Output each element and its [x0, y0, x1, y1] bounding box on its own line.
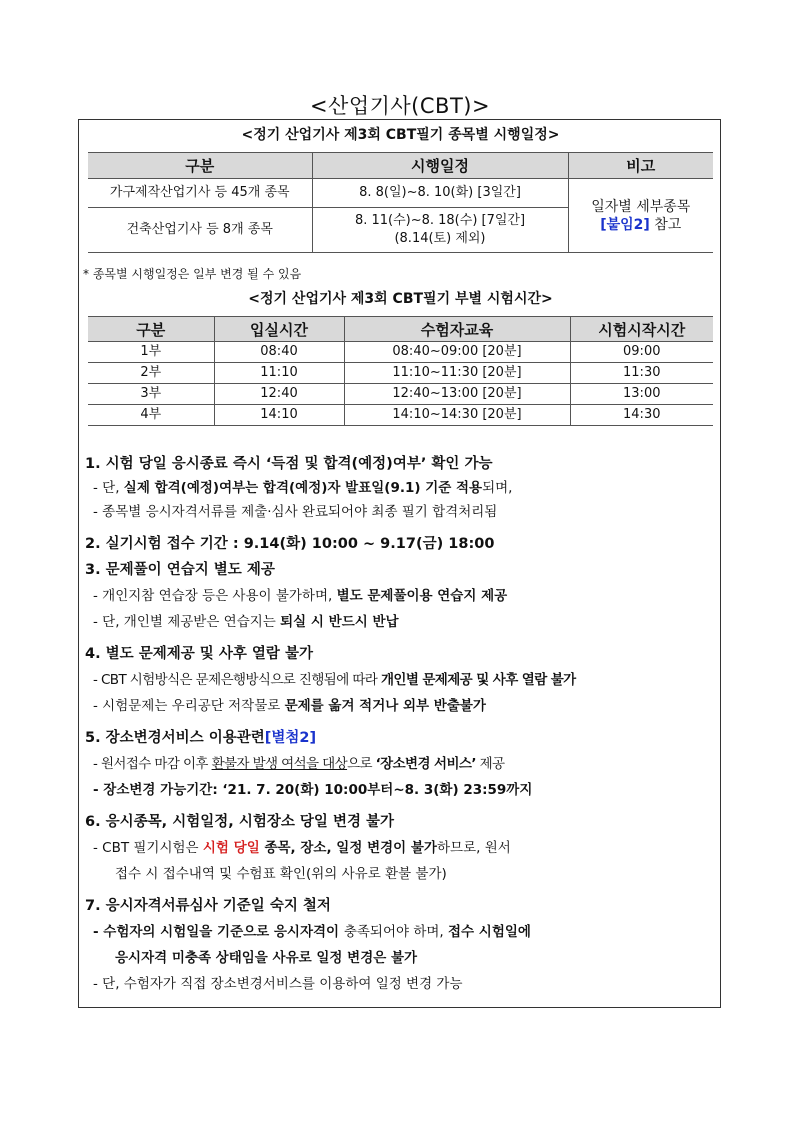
session-start-time: 09:00 — [570, 342, 713, 363]
item-7-detail-2: 응시자격 미충족 상태임을 사유로 일정 변경은 불가 — [115, 950, 418, 966]
session-orientation: 14:10~14:30 [20분] — [344, 405, 570, 426]
item-7-detail-1 — [85, 922, 720, 942]
schedule-table-title: <정기 산업기사 제3회 CBT필기 종목별 시행일정> — [241, 127, 560, 143]
emphasis: 별도 문제풀이용 연습지 제공 — [336, 588, 508, 604]
item-4-detail-1 — [85, 670, 720, 690]
schedule-note: * 종목별 시행일정은 일부 변경 될 수 있음 — [83, 267, 302, 281]
emphasis: - 수험자의 시험일을 기준으로 응시자격이 — [93, 924, 344, 940]
notice-box — [78, 119, 721, 1008]
session-table — [88, 316, 713, 426]
schedule-row-dates — [312, 208, 568, 253]
session-entry-time: 08:40 — [214, 342, 344, 363]
emphasis: 실제 합격(예정)여부는 합격(예정)자 발표일(9.1) 기준 적용 — [123, 480, 483, 496]
emphasis-red: 시험 당일 — [202, 840, 260, 856]
schedule-row-category: 건축산업기사 등 8개 종목 — [88, 208, 312, 253]
text: - 단, — [93, 480, 124, 496]
schedule-remark-suffix: 참고 — [649, 216, 682, 233]
session-row — [88, 342, 713, 363]
item-7-detail-3: - 단, 수험자가 직접 장소변경서비스를 이용하여 일정 변경 가능 — [93, 976, 463, 992]
session-row — [88, 405, 713, 426]
item-5-title — [85, 728, 720, 748]
schedule-header-row — [88, 153, 713, 179]
session-entry-time: 14:10 — [214, 405, 344, 426]
item-3-detail-2 — [85, 612, 720, 632]
schedule-row-category: 가구제작산업기사 등 45개 종목 — [88, 179, 312, 208]
page-title: <산업기사(CBT)> — [309, 94, 491, 118]
notice-items — [85, 454, 720, 994]
item-1-detail-1 — [85, 478, 720, 498]
emphasis: 문제를 옮겨 적거나 외부 반출불가 — [284, 698, 486, 714]
item-7-title: 7. 응시자격서류심사 기준일 숙지 철저 — [85, 898, 331, 914]
text: - CBT 필기시험은 — [93, 840, 203, 856]
text: - 원서접수 마감 이후 — [93, 756, 212, 772]
session-orientation: 08:40~09:00 [20분] — [344, 342, 570, 363]
session-header-row — [88, 317, 713, 342]
text: 되며, — [482, 480, 513, 496]
session-orientation: 11:10~11:30 [20분] — [344, 363, 570, 384]
text: 제공 — [475, 756, 505, 772]
schedule-table — [88, 152, 713, 253]
text: - 개인지참 연습장 등은 사용이 불가하며, — [93, 588, 337, 604]
session-start-time: 14:30 — [570, 405, 713, 426]
session-part: 4부 — [88, 405, 214, 426]
schedule-remark-line2 — [569, 216, 714, 234]
text: 으로 — [347, 756, 376, 772]
schedule-header-category: 구분 — [88, 153, 312, 179]
emphasis: ‘장소변경 서비스’ — [375, 756, 476, 772]
session-header-orientation: 수험자교육 — [344, 317, 570, 342]
item-6-detail-1 — [85, 838, 720, 858]
emphasis: 퇴실 시 반드시 반납 — [280, 614, 399, 630]
schedule-header-remark: 비고 — [568, 153, 713, 179]
item-3-detail-1 — [85, 586, 720, 606]
schedule-remark — [568, 179, 713, 253]
item-3-title: 3. 문제풀이 연습지 별도 제공 — [85, 562, 275, 578]
schedule-header-schedule: 시행일정 — [312, 153, 568, 179]
item-1-title: 1. 시험 당일 응시종료 즉시 ‘득점 및 합격(예정)여부’ 확인 가능 — [85, 456, 493, 472]
session-part: 3부 — [88, 384, 214, 405]
item-2-title: 2. 실기시험 접수 기간 : 9.14(화) 10:00 ~ 9.17(금) 18:00 — [85, 536, 495, 552]
text: 충족 — [343, 924, 370, 940]
item-1-detail-2: - 종목별 응시자격서류를 제출·심사 완료되어야 최종 필기 합격처리됨 — [93, 504, 498, 520]
session-header-start-time: 시험시작시간 — [570, 317, 713, 342]
session-header-part: 구분 — [88, 317, 214, 342]
item-5-detail-1 — [85, 754, 720, 774]
text: - CBT 시험방식은 문제은행방식으로 진행됨에 따라 — [93, 672, 381, 688]
session-table-title: <정기 산업기사 제3회 CBT필기 부별 시험시간> — [248, 291, 553, 307]
session-entry-time: 11:10 — [214, 363, 344, 384]
session-header-entry-time: 입실시간 — [214, 317, 344, 342]
text: 5. 장소변경서비스 이용관련 — [85, 730, 265, 746]
session-orientation: 12:40~13:00 [20분] — [344, 384, 570, 405]
schedule-row-dates-line1: 8. 11(수)~8. 18(수) [7일간] — [354, 213, 526, 228]
text: 하므로, 원서 — [436, 840, 511, 856]
session-part: 1부 — [88, 342, 214, 363]
emphasis: 개인별 문제제공 및 사후 열람 불가 — [380, 672, 576, 688]
schedule-row — [88, 179, 713, 208]
text: - 단, 개인별 제공받은 연습지는 — [93, 614, 281, 630]
session-part: 2부 — [88, 363, 214, 384]
text: 되어야 하며, — [369, 924, 448, 940]
emphasis: 종목, 장소, 일정 변경이 불가 — [259, 840, 437, 856]
schedule-row-dates-line2: (8.14(토) 제외) — [394, 231, 486, 246]
session-start-time: 13:00 — [570, 384, 713, 405]
item-6-title: 6. 응시종목, 시험일정, 시험장소 당일 변경 불가 — [85, 814, 395, 830]
item-6-detail-2: 접수 시 접수내역 및 수험표 확인(위의 사유로 환불 불가) — [115, 866, 447, 882]
attachment-2-link[interactable]: [붙임2] — [600, 216, 650, 233]
schedule-row-dates: 8. 8(일)~8. 10(화) [3일간] — [312, 179, 568, 208]
session-entry-time: 12:40 — [214, 384, 344, 405]
schedule-remark-line1: 일자별 세부종목 — [591, 198, 691, 215]
attachment-link[interactable]: [별첨2] — [264, 730, 317, 746]
underlined-text: 환불자 발생 여석을 대상 — [211, 756, 348, 772]
session-row — [88, 384, 713, 405]
text: - 시험문제는 우리공단 저작물로 — [93, 698, 285, 714]
session-start-time: 11:30 — [570, 363, 713, 384]
item-4-detail-2 — [85, 696, 720, 716]
emphasis: 접수 시험일에 — [448, 924, 531, 940]
item-4-title: 4. 별도 문제제공 및 사후 열람 불가 — [85, 646, 313, 662]
session-row — [88, 363, 713, 384]
item-5-detail-2: - 장소변경 가능기간: ‘21. 7. 20(화) 10:00부터~8. 3(화) 23:59까지 — [93, 782, 533, 798]
